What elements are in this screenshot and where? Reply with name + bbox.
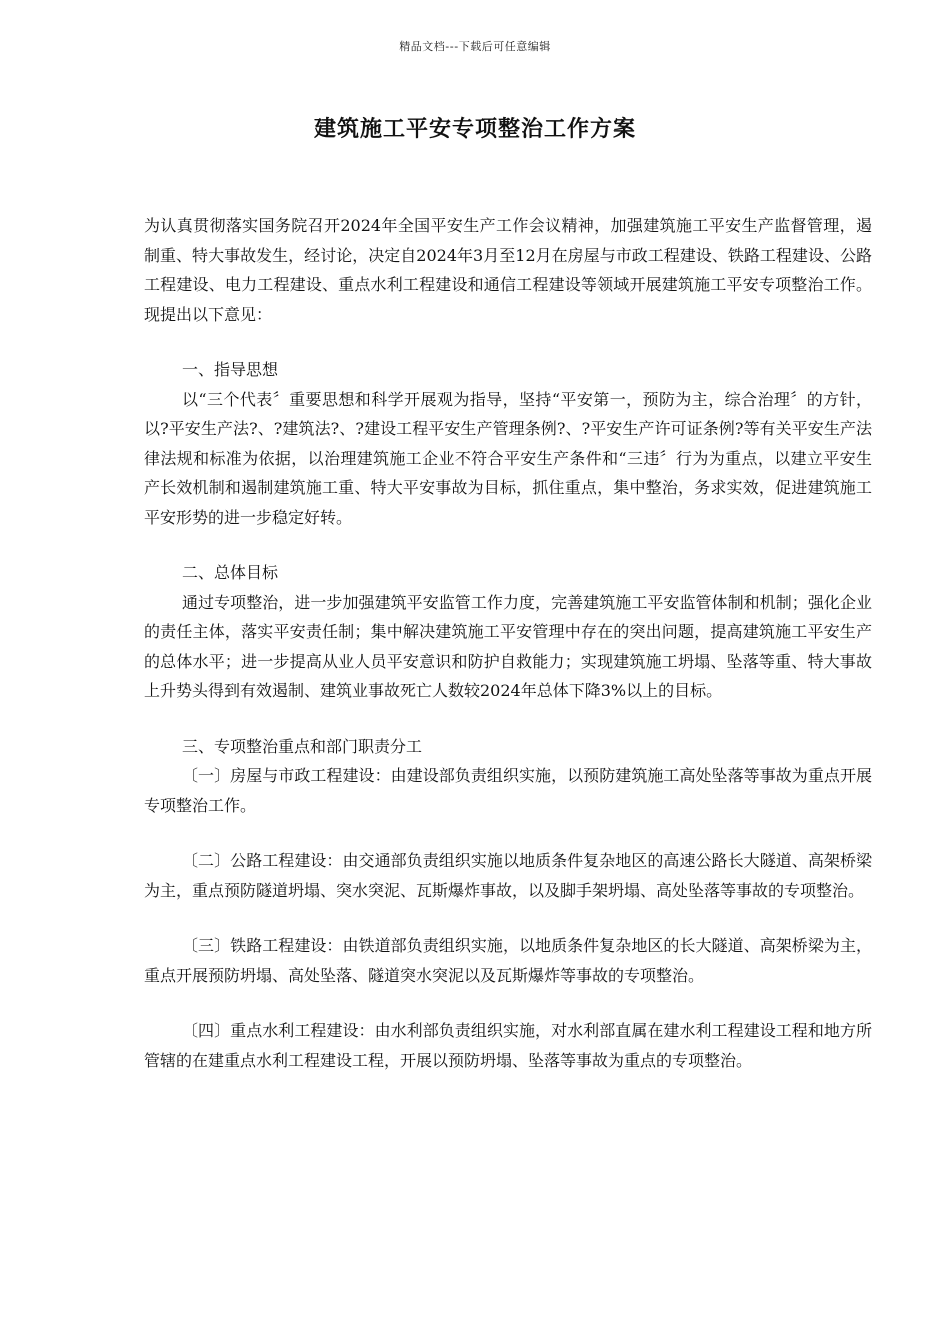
section2-heading: 二、总体目标	[182, 563, 279, 582]
section2-body: 通过专项整治，进一步加强建筑平安监管工作力度，完善建筑施工平安监管体制和机制；强化企业的责任主体，落实平安责任制；集中解决建筑施工平安管理中存在的突出问题，提高建筑施工平安生产的总体水平；进一步提高从业人员平安意识和防护自救能力；实现建筑施工坍塌、坠落等重、特大事故上升势头得到有效遏制、建筑业事故死亡人数较2024年总体下降3%以上的目标。	[144, 592, 872, 700]
section3-item-2: 〔二〕公路工程建设：由交通部负责组织实施以地质条件复杂地区的高速公路长大隧道、高架桥梁为主，重点预防隧道坍塌、突水突泥、瓦斯爆炸事故，以及脚手架坍塌、高处坠落等事故的专项整治。	[144, 851, 872, 900]
document-body	[144, 211, 872, 1075]
document-title: 建筑施工平安专项整治工作方案	[313, 116, 636, 142]
section3-item-4: 〔四〕重点水利工程建设：由水利部负责组织实施，对水利部直属在建水利工程建设工程和地方所管辖的在建重点水利工程建设工程，开展以预防坍塌、坠落等事故为重点的专项整治。	[144, 1021, 872, 1070]
section1-heading: 一、指导思想	[182, 360, 279, 379]
section1-body: 以“三个代表〞重要思想和科学开展观为指导，坚持“平安第一，预防为主，综合治理〞的方针，以?平安生产法?、?建筑法?、?建设工程平安生产管理条例?、?平安生产许可证条例?等有关平安生产法律法规和标准为依据，以治理建筑施工企业不符合平安生产条件和“三违〞行为为重点，以建立平安生产长效机制和遏制建筑施工重、特大平安事故为目标，抓住重点，集中整治，务求实效，促进建筑施工平安形势的进一步稳定好转。	[144, 389, 872, 527]
intro-paragraph: 为认真贯彻落实国务院召开2024年全国平安生产工作会议精神，加强建筑施工平安生产监督管理，遏制重、特大事故发生，经讨论，决定自2024年3月至12月在房屋与市政工程建设、铁路工程建设、公路工程建设、电力工程建设、重点水利工程建设和通信工程建设等领域开展建筑施工平安专项整治工作。现提出以下意见：	[144, 216, 872, 324]
section3-item-1: 〔一〕房屋与市政工程建设：由建设部负责组织实施，以预防建筑施工高处坠落等事故为重点开展专项整治工作。	[144, 766, 872, 815]
page-header-note: 精品文档---下载后可任意编辑	[399, 40, 551, 53]
section3-heading: 三、专项整治重点和部门职责分工	[182, 736, 423, 756]
section3-item-3: 〔三〕铁路工程建设：由铁道部负责组织实施，以地质条件复杂地区的长大隧道、高架桥梁为主，重点开展预防坍塌、高处坠落、隧道突水突泥以及瓦斯爆炸等事故的专项整治。	[144, 936, 872, 985]
